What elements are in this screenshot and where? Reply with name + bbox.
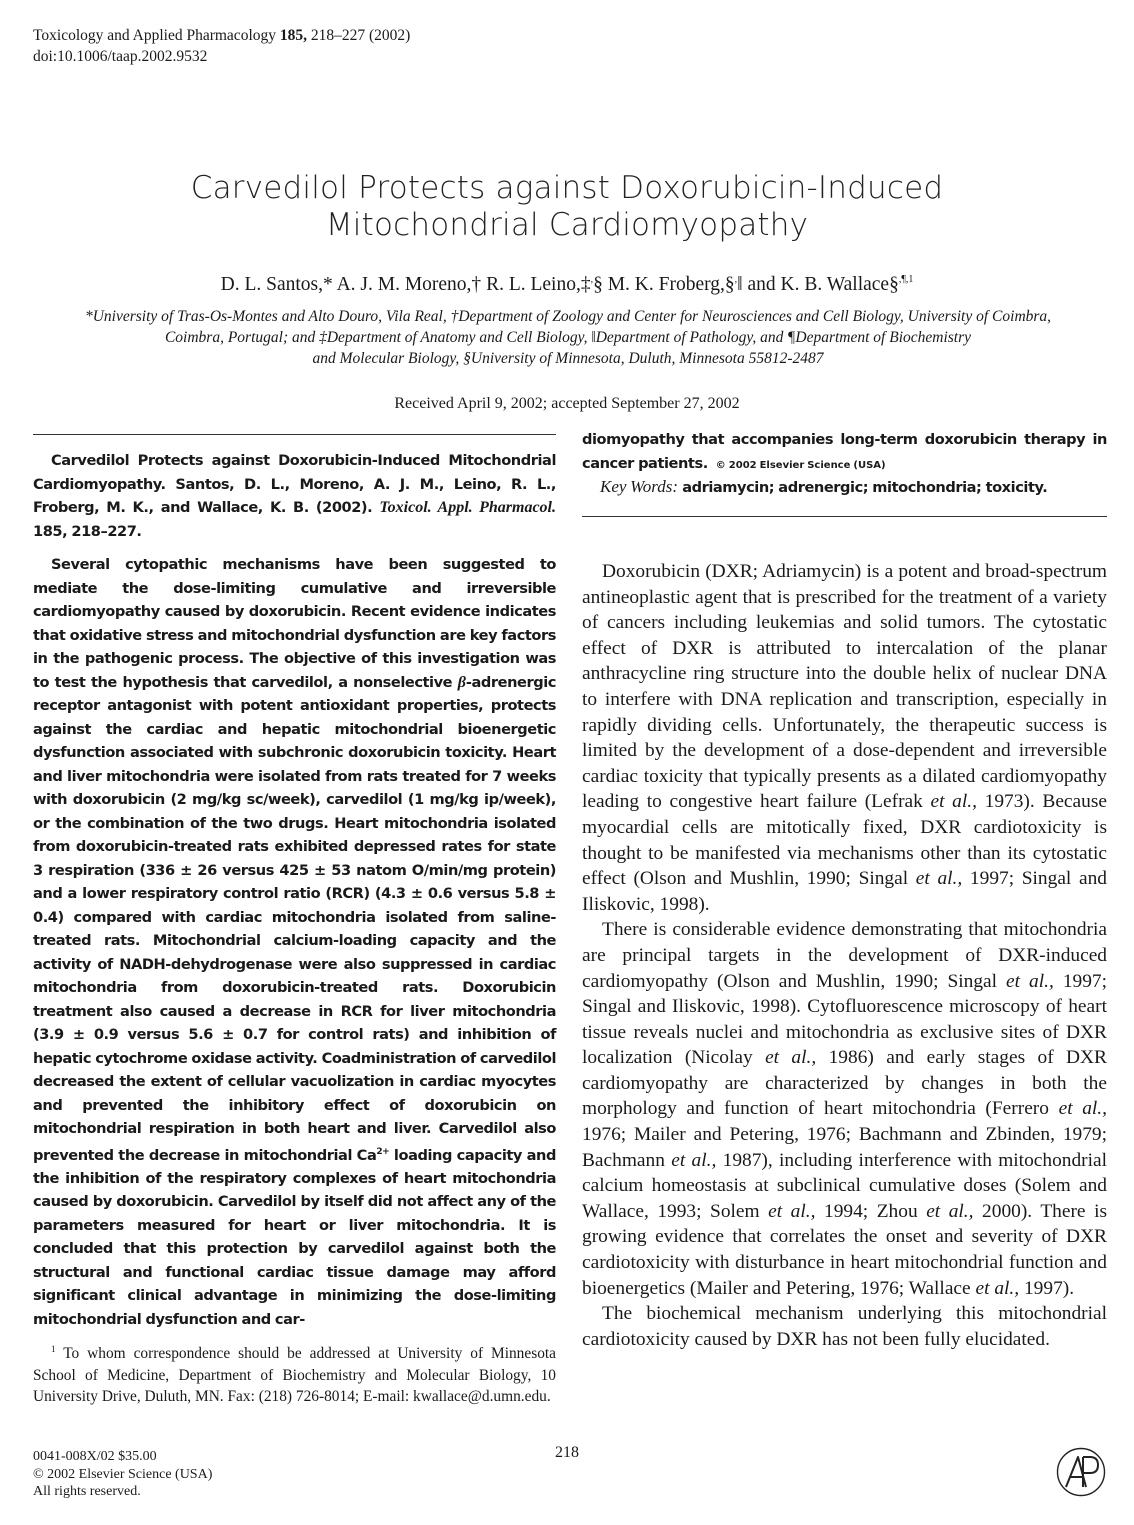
affiliations [30,306,1106,369]
affiliation-line-3: and Molecular Biology, §University of Minnesota, Duluth, Minnesota 55812-2487 [312,350,824,367]
abstract-top-rule [33,434,556,435]
author-wallace-sup: ,¶,1 [898,274,914,285]
et-al: et al., [671,1149,717,1171]
affiliation-line-1: *University of Tras-Os-Montes and Alto Douro, Vila Real, †Department of Zoology and Center for Neurosciences and Cell Biology, University of Coimbra, [84,308,1052,325]
journal-header [33,25,410,67]
journal-pages: 218–227 (2002) [310,27,411,44]
author-joiner: and [747,274,776,295]
correspondence-footnote [33,1339,556,1408]
body-text: 1997; Singal and Iliskovic, 1998). [582,868,1107,915]
beta-symbol: β [457,673,466,691]
body-text: 2000). There is growing evidence that correlates the onset and severity of DXR cardiotoxicity with disturbance in heart mitochondrial function and bioenergetics (Mailer and Petering, 1976; Wallace [582,1200,1107,1299]
footnote-mark: 1 [51,1344,56,1354]
journal-citation [33,25,410,46]
abstract-body [33,553,556,1331]
author-leino: R. L. Leino,‡ [486,274,591,295]
abstract-text-1: Several cytopathic mechanisms have been suggested to mediate the dose-limiting cumulative and irreversible cardiomyopathy caused by doxorubicin. Recent evidence indicates that oxidative stress and mitochondrial dysfunction are key factors in the pathogenic process. The objective of this investigation was to test the hypothesis that carvedilol, a nonselective [33,556,556,691]
footnote-text: To whom correspondence should be addressed at University of Minnesota School of Medicine, Department of Biochemistry and Molecular Biology, 10 University Drive, Duluth, MN. Fax: (218) 726-8014; E-mail: kwallace@d.umn.edu. [33,1345,556,1405]
body-text: There is considerable evidence demonstrating that mitochondria are principal targets in the development of DXR-induced cardiomyopathy (Olson and Mushlin, 1990; Singal [582,919,1107,992]
affiliation-line-2: Coimbra, Portugal; and ‡Department of Anatomy and Cell Biology, ‖Department of Pathology, and ¶Department of Biochemistry [164,329,972,346]
author-leino-mark: § [593,274,603,295]
author-wallace: K. B. Wallace§ [780,274,899,295]
body-paragraph-1 [582,559,1107,917]
author-santos: D. L. Santos,* [220,274,333,295]
et-al: et al., [926,1200,974,1222]
keywords-label: Key Words: [600,477,679,496]
abstract-continuation [582,428,1107,477]
abstract-text-4: diomyopathy that accompanies long-term doxorubicin therapy in cancer patients. [582,431,1107,472]
et-al: et al., [915,868,963,890]
citation-text: Carvedilol Protects against Doxorubicin-Induced Mitochondrial Cardiomyopathy. Santos, D. L., Moreno, A. J. M., Leino, R. L., Froberg, M. K., and Wallace, K. B. (2002). [33,452,556,516]
body-text: 1997). [1023,1277,1075,1299]
et-al: et al., [1006,970,1054,992]
publisher-logo-icon [1056,1447,1106,1497]
body-text: Doxorubicin (DXR; Adriamycin) is a potent and broad-spectrum antineoplastic agent that is prescribed for the treatment of a variety of cancers including leukemias and solid tumors. The cytostatic effect of DXR is attributed to intercalation of the planar anthracycline ring structure into the double helix of nuclear DNA to interfere with DNA replication and transcription, especially in rapidly dividing cells. Unfortunately, the therapeutic success is limited by the development of a dose-dependent and irreversible cardiac toxicity that typically presents as a dilated cardiomyopathy leading to congestive heart failure (Lefrak [582,561,1107,813]
et-al: et al., [930,791,977,813]
et-al: et al., [765,1047,817,1069]
rights-reserved: All rights reserved. [33,1484,141,1499]
author-froberg-mark: ‖ [737,274,743,295]
body-text: 1987), including interference with mitochondrial calcium homeostasis at subclinical cumulative doses (Solem and Wallace, 1993; Solem [582,1149,1107,1222]
citation-pages: 218–227. [71,522,142,540]
page-number: 218 [555,1444,579,1461]
journal-doi: doi:10.1006/taap.2002.9532 [33,48,208,65]
et-al: et al., [768,1200,816,1222]
body-text: 1976; Mailer and Petering, 1976; Bachmann and Zbinden, 1979; Bachmann [582,1124,1107,1171]
citation-journal: Toxicol. Appl. Pharmacol. [379,499,556,516]
author-moreno: A. J. M. Moreno,† [336,274,482,295]
legal-copyright: © 2002 Elsevier Science (USA) [33,1466,213,1482]
body-paragraph-2 [582,917,1107,1301]
keywords [582,475,1107,500]
author-leino-sup: , [590,274,594,285]
abstract-text-3: loading capacity and the inhibition of the respiratory complexes of heart mitochondria caused by doxorubicin. Carvedilol by itself did not affect any of the parameters measured for heart or liver mitochondria. It is concluded that this protection by carvedilol against both the structural and functional cardiac tissue damage may afford significant clinical advantage in minimizing the dose-limiting mitochondrial dysfunction and car- [33,1146,556,1328]
author-froberg: M. K. Froberg,§ [607,274,735,295]
journal-name: Toxicology and Applied Pharmacology [33,27,276,44]
abstract-bottom-rule [582,516,1107,517]
abstract-citation [33,449,556,543]
author-froberg-sup: , [734,274,738,285]
title-line-2: Mitochondrial Cardiomyopathy [325,207,809,243]
body-text: 1986) and early stages of DXR cardiomyopathy are characterized by changes in both the morphology and function of heart mitochondria (Ferrero [582,1047,1107,1120]
received-dates: Received April 9, 2002; accepted September 27, 2002 [394,395,740,412]
body-text: 1994; Zhou [824,1200,918,1222]
body-text: 1997; Singal and Iliskovic, 1998). Cytofluorescence microscopy of heart tissue reveals nuclei and mitochondria as exclusive sites of DXR localization (Nicolay [582,970,1107,1069]
et-al: et al., [1058,1098,1107,1120]
keywords-list: adriamycin; adrenergic; mitochondria; toxicity. [682,479,1048,496]
legal-notice [33,1448,212,1501]
citation-volume: 185, [33,522,68,540]
journal-volume: 185, [279,27,307,44]
title-line-1: Carvedilol Protects against Doxorubicin-Induced [190,170,944,206]
abstract-copyright: © 2002 Elsevier Science (USA) [715,459,886,471]
article-body [582,559,1107,1352]
author-list [0,268,1134,297]
issn-price: 0041-008X/02 $35.00 [33,1449,157,1464]
body-text: 1973). Because myocardial cells are mitotically fixed, DXR cardiotoxicity is thought to be manifested via mechanisms other than its cytostatic effect (Olson and Mushlin, 1990; Singal [582,791,1107,890]
article-title [0,170,1134,244]
et-al: et al., [975,1277,1020,1299]
calcium-superscript: 2+ [376,1146,390,1157]
abstract-text-2: -adrenergic receptor antagonist with potent antioxidant properties, protects against the cardiac and hepatic mitochondrial bioenergetic dysfunction associated with subchronic doxorubicin toxicity. Heart and liver mitochondria were isolated from rats treated for 7 weeks with doxorubicin (2 mg/kg sc/week), carvedilol (1 mg/kg ip/week), or the combination of the two drugs. Heart mitochondria isolated from doxorubicin-treated rats exhibited depressed rates for state 3 respiration (336 ± 26 versus 425 ± 53 natom O/min/mg protein) and a lower respiratory control ratio (RCR) (4.3 ± 0.6 versus 5.8 ± 0.4) compared with cardiac mitochondria isolated from saline-treated rats. Mitochondrial calcium-loading capacity and the activity of NADH-dehydrogenase were also suppressed in cardiac mitochondria from doxorubicin-treated rats. Doxorubicin treatment also caused a decrease in RCR for liver mitochondria (3.9 ± 0.9 versus 5.6 ± 0.7 for control rats) and inhibition of hepatic cytochrome oxidase activity. Coadministration of carvedilol decreased the extent of cellular vacuolization in cardiac myocytes and prevented the inhibitory effect of doxorubicin on mitochondrial respiration in both heart and liver. Carvedilol also prevented the decrease in mitochondrial Ca [33,673,556,1164]
body-paragraph-3: The biochemical mechanism underlying this mitochondrial cardiotoxicity caused by DXR has not been fully elucidated. [582,1303,1107,1350]
